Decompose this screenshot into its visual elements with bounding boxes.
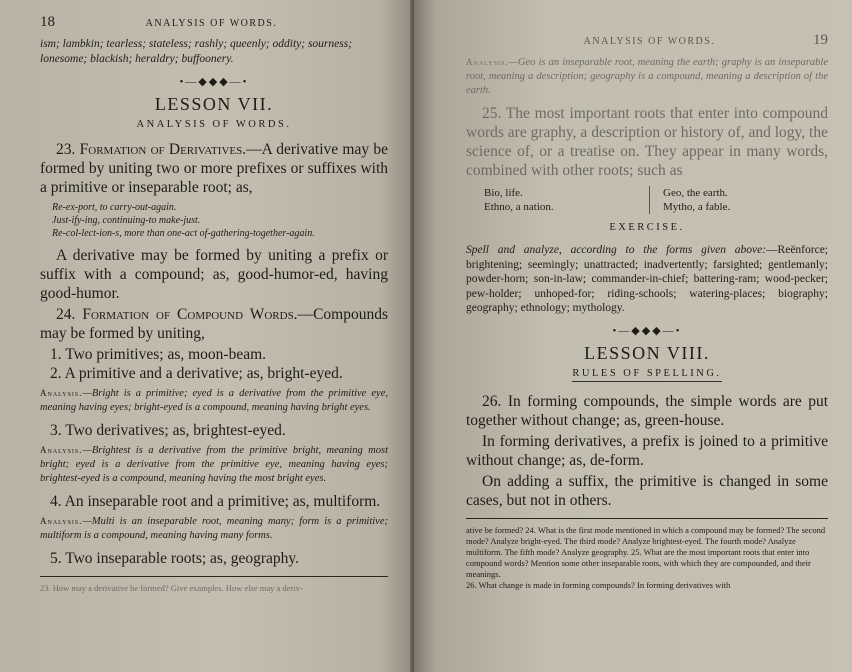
analysis-2-text: —Brightest is a derivative from the primitive bright, meaning most bright; eyed is a derivative from the primitive eye, meaning having eyes; brightest-eyed is a compound, meaning having the most bright eyes. <box>40 445 388 484</box>
analysis-2 <box>40 443 388 486</box>
item-5: 5. Two inseparable roots; as, geography. <box>50 550 300 567</box>
right-footnote-rule <box>466 518 828 519</box>
analysis-label: Analysis. <box>466 57 509 67</box>
p26-text: 26. In forming compounds, the simple words are put together without change; as, green-house. <box>466 392 828 429</box>
p26b-text: In forming derivatives, a prefix is joined to a primitive without change; as, de-form. <box>466 432 828 469</box>
root-item: Ethno, a nation. <box>484 201 554 213</box>
p23-text: —A derivative may be formed by uniting two or more prefixes or suffixes with a primitive or inseparable root; as, <box>40 141 389 196</box>
right-footnote-2: 26. What change is made in forming compounds? In forming derivatives with <box>466 579 731 590</box>
item-1: 1. Two primitives; as, moon-beam. <box>50 346 267 363</box>
lesson-7-title: LESSON VII. <box>154 94 274 114</box>
section-25 <box>466 104 828 180</box>
analysis-1 <box>40 386 388 415</box>
analysis-label: Analysis. <box>40 516 83 526</box>
root-item: Bio, life. <box>484 187 523 199</box>
item-2: 2. A primitive and a derivative; as, bright-eyed. <box>50 365 343 382</box>
item-4: 4. An inseparable root and a primitive; as, multiform. <box>50 493 381 510</box>
analysis-3-text: —Multi is an inseparable root, meaning many; form is a primitive; multiform is a compound, meaning having many forms. <box>40 516 388 541</box>
right-running-header <box>466 32 828 49</box>
analysis-label: Analysis. <box>40 388 83 398</box>
roots-divider <box>649 186 663 214</box>
right-page <box>414 0 852 672</box>
example-item: Re-ex-port, to carry-out-again. <box>52 202 177 213</box>
p24-heading: Formation of Compound Words. <box>82 306 298 323</box>
right-ornament: •—◆◆◆—• <box>612 324 682 337</box>
right-footnote: ative be formed? 24. What is the first mode mentioned in which a compound may be formed? The second mode? Analyze bright-eyed. The third mode? Analyze brightest-eyed. The fourth mode? Analyze multiform. The fifth mode? Analyze geography. 25. What are the most important roots that enter into compound words? Mention some other inseparable roots, with which they are compounded, and their meanings. <box>466 524 826 579</box>
section-24 <box>40 305 388 343</box>
example-item: Re-col-lect-ion-s, more than one-act of-gathering-together-again. <box>52 228 315 239</box>
right-analysis-text: —Geo is an inseparable root, meaning the earth; graphy is an inseparable root, meaning a description; geography is a compound, meaning a description of the earth. <box>466 57 828 96</box>
exercise-text: —Reënforce; brightening; seemingly; unattracted; inadvertently; farsighted; gentlemanly; powder-horn; son-in-law; commander-in-chief; battering-ram; wood-pecker; pew-holder; unhoped-for; riding-schools; watering-places; biography; geography; ethnology; mythology. <box>466 244 828 314</box>
left-ornament: •—◆◆◆—• <box>179 76 249 88</box>
right-analysis <box>466 55 828 98</box>
left-running-header <box>40 14 388 31</box>
analysis-3 <box>40 514 388 543</box>
analysis-label: Analysis. <box>40 445 83 455</box>
root-item: Mytho, a fable. <box>663 201 731 213</box>
roots-table <box>484 186 828 214</box>
right-page-number: 19 <box>812 32 828 48</box>
exercise-intro: Spell and analyze, according to the forms given above: <box>466 244 767 256</box>
exercise-heading: EXERCISE. <box>609 222 685 233</box>
left-footnote-rule <box>40 576 388 577</box>
analysis-1-text: —Bright is a primitive; eyed is a derivative from the primitive eye, meaning having eyes; bright-eyed is a compound, meaning having bright eyes. <box>40 388 388 413</box>
left-footnote: 23. How may a derivative be formed? Give examples. How else may a deriv- <box>40 583 303 593</box>
p24-number: 24. <box>56 306 76 323</box>
p23-heading: Formation of Derivatives. <box>79 141 247 158</box>
section-26 <box>466 392 828 510</box>
left-page-number: 18 <box>40 14 55 30</box>
example-item: Just-ify-ing, continuing-to make-just. <box>52 215 201 226</box>
section-23 <box>40 140 388 197</box>
left-fragment: ism; lambkin; tearless; stateless; rashly; queenly; oddity; sourness; lonesome; blackish; heraldry; buffoonery. <box>40 38 353 65</box>
p23b-text: A derivative may be formed by uniting a prefix or suffix with a compound; as, good-humor-ed, having good-humor. <box>40 247 388 302</box>
p25-text: 25. The most important roots that enter into compound words are graphy, a description or history of, and logy, the science of, or a treatise on. They appear in many words, combined with other roots; such as <box>466 105 828 179</box>
left-running-head: ANALYSIS OF WORDS. <box>145 18 278 29</box>
lesson-7-subtitle: ANALYSIS OF WORDS. <box>136 119 292 130</box>
left-page <box>0 0 414 672</box>
p24-text: —Compounds may be formed by uniting, <box>40 306 388 342</box>
item-3: 3. Two derivatives; as, brightest-eyed. <box>50 422 286 439</box>
p26c-text: On adding a suffix, the primitive is changed in some cases, but not in others. <box>466 472 828 509</box>
right-running-head: ANALYSIS OF WORDS. <box>583 36 716 47</box>
p23-number: 23. <box>56 141 76 158</box>
examples-list <box>52 201 388 240</box>
exercise-body <box>466 243 828 316</box>
lesson-8-subtitle: RULES OF SPELLING. <box>572 368 721 382</box>
lesson-8-title: LESSON VIII. <box>584 342 710 363</box>
root-item: Geo, the earth. <box>663 187 728 199</box>
